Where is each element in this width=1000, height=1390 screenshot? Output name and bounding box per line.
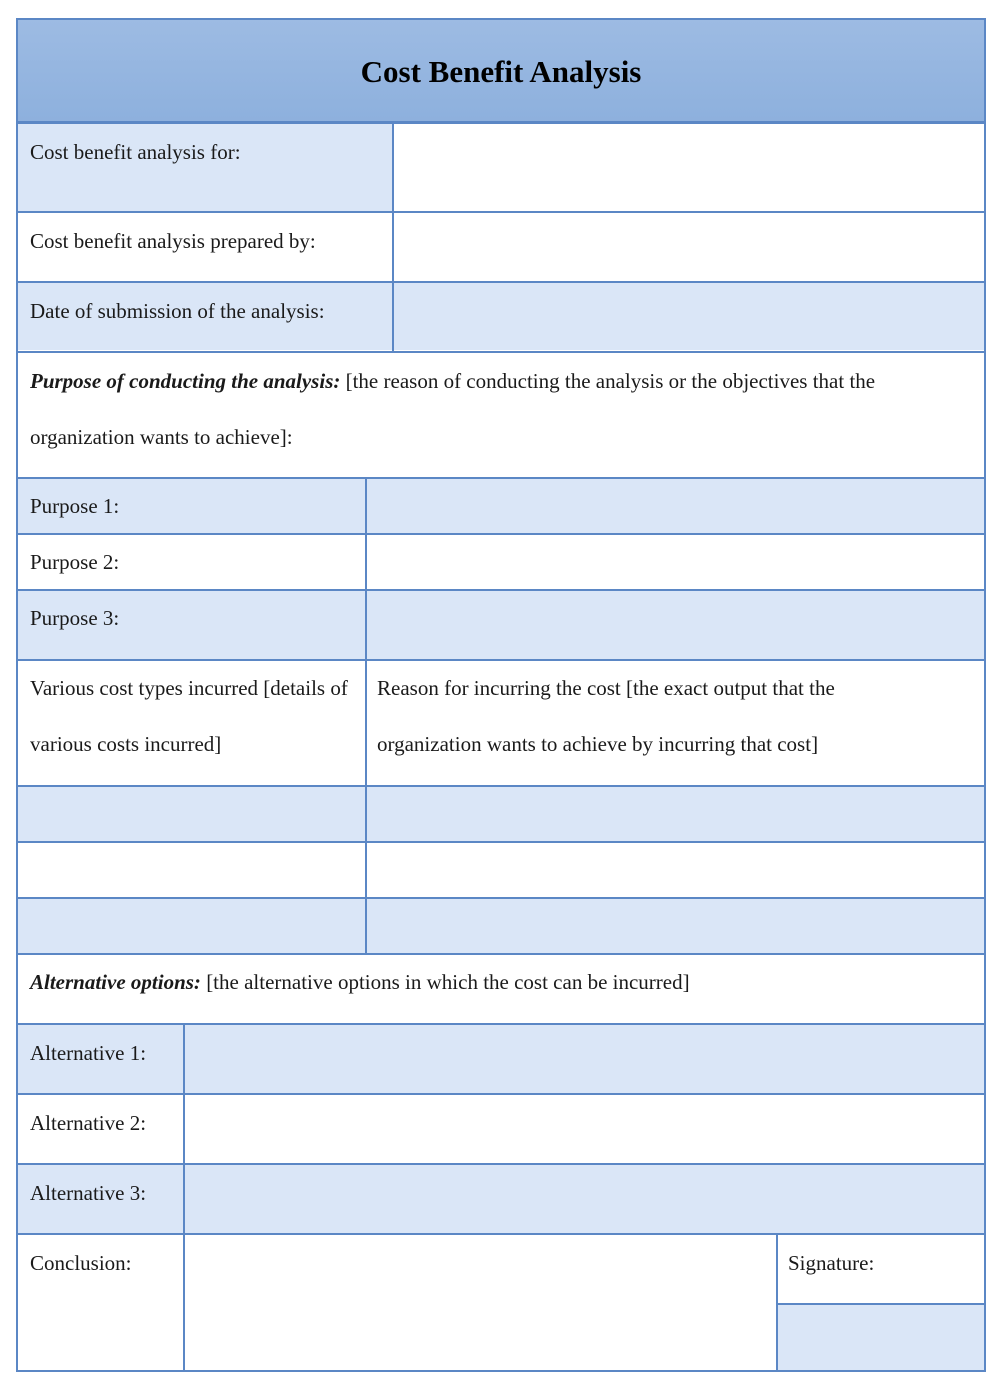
purpose-2-field[interactable] [367,535,984,589]
alternatives-section [30,955,976,1009]
alternatives-description: [the alternative options in which the cost can be incurred] [206,970,690,994]
purpose-3-field[interactable] [367,591,984,659]
cost-reason-header: Reason for incurring the cost [the exact output that the organization wants to achieve by incurring that cost] [377,676,835,756]
label-alternative-2: Alternative 2: [30,1111,147,1135]
label-date-of-submission: Date of submission of the analysis: [30,299,325,323]
prepared-by-field[interactable] [395,213,984,281]
purpose-description: [the reason of conducting the analysis or the objectives that the organization wants to achieve]: [30,369,876,449]
cost-types-header: Various cost types incurred [details of various costs incurred] [30,676,348,756]
conclusion-field[interactable] [185,1235,776,1370]
label-analysis-for: Cost benefit analysis for: [30,140,241,164]
cost-type-3-field[interactable] [18,899,365,953]
cost-benefit-form [16,18,986,1372]
label-alternative-3: Alternative 3: [30,1181,147,1205]
signature-field[interactable] [778,1305,984,1370]
cost-reason-2-field[interactable] [367,843,984,897]
label-prepared-by: Cost benefit analysis prepared by: [30,229,316,253]
alternatives-heading: Alternative options: [30,970,201,994]
label-conclusion: Conclusion: [30,1251,132,1275]
alternative-1-field[interactable] [185,1025,984,1093]
purpose-heading: Purpose of conducting the analysis: [30,369,341,393]
label-signature: Signature: [788,1251,875,1275]
cost-type-1-field[interactable] [18,787,365,841]
alternative-2-field[interactable] [185,1095,984,1163]
analysis-for-field[interactable] [395,124,984,211]
label-alternative-1: Alternative 1: [30,1041,147,1065]
cost-type-2-field[interactable] [18,843,365,897]
label-purpose-3: Purpose 3: [30,606,120,630]
form-title: Cost Benefit Analysis [18,20,984,123]
cost-reason-1-field[interactable] [367,787,984,841]
purpose-1-field[interactable] [367,479,984,533]
label-purpose-2: Purpose 2: [30,550,120,574]
alternative-3-field[interactable] [185,1165,984,1233]
date-of-submission-field[interactable] [395,283,984,351]
cost-reason-3-field[interactable] [367,899,984,953]
purpose-section [30,353,976,465]
label-purpose-1: Purpose 1: [30,494,120,518]
